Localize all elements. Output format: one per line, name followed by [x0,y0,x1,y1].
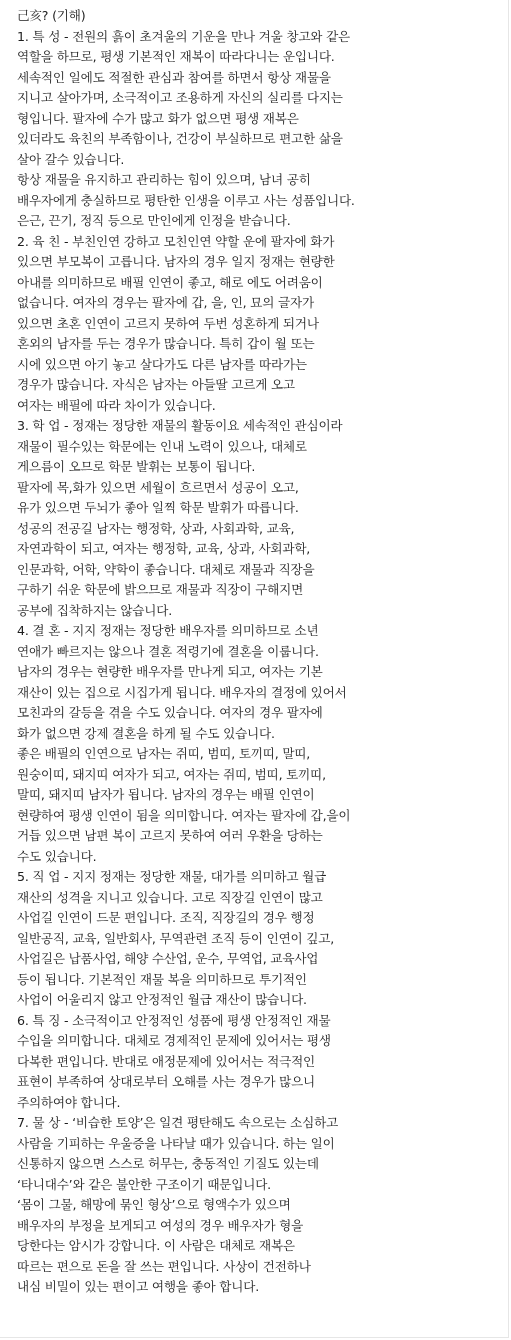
document-text-body [17,6,497,1298]
text-line: 남자의 경우는 현량한 배우자를 만나게 되고, 여자는 기본 [17,664,323,679]
text-line: 4. 결 혼 - 지지 정재는 정당한 배우자를 의미하므로 소년 [17,623,319,638]
text-line: 5. 직 업 - 지지 정재는 정당한 재물, 대가를 의미하고 월급 [17,869,327,884]
text-line: 있더라도 육친의 부족함이나, 건강이 부실하므로 편고한 삶을 [17,131,343,146]
text-line: 수도 있습니다. [17,848,97,864]
text-line: 성공의 전공길 남자는 행정학, 상과, 사회과학, 교육, [17,520,295,536]
text-line: 있으면 초혼 인연이 고르지 못하여 두번 성혼하게 되거나 [17,315,319,331]
text-line: 7. 물 상 - ‘비습한 토양’은 일견 평탄해도 속으로는 소심하고 [17,1115,339,1130]
text-line: 말띠, 돼지띠 남자가 됩니다. 남자의 경우는 배필 인연이 [17,787,315,802]
text-line: 1. 특 성 - 전원의 흙이 초겨울의 기운을 만나 겨울 창고와 같은 [17,28,351,44]
text-line: 2. 육 친 - 부친인연 강하고 모친인연 약할 운에 팔자에 화가 [17,233,335,249]
text-line: 인문과학, 어학, 약학이 좋습니다. 대체로 재물과 직장을 [17,561,315,577]
text-line: 있으면 부모복이 고릅니다. 남자의 경우 일지 정재는 현량한 [17,254,335,269]
text-line: 없습니다. 여자의 경우는 팔자에 갑, 을, 인, 묘의 글자가 [17,295,314,310]
text-line: 구하기 쉬운 학문에 밝으므로 재물과 직장이 구해지면 [17,582,304,597]
text-line: 여자는 배필에 따라 차이가 있습니다. [17,397,216,413]
text-line: 사람을 기피하는 우울증을 나타날 때가 있습니다. 하는 일이 [17,1135,335,1151]
text-line: 재산의 성격을 지니고 있습니다. 고로 직장길 인연이 많고 [17,889,323,905]
text-line: 배우자의 부정을 보게되고 여성의 경우 배우자가 형을 [17,1217,304,1233]
text-line: 내심 비밀이 있는 편이고 여행을 좋아 합니다. [17,1279,260,1294]
text-line: 사업길은 납품사업, 해양 수산업, 운수, 무역업, 교육사업 [17,951,319,966]
text-line: 배우자에게 충실하므로 평탄한 인생을 이루고 사는 성품입니다. [17,192,355,208]
text-line: ‘타니대수’와 같은 불안한 구조이기 때문입니다. [17,1176,271,1192]
text-line: 등이 됩니다. 기본적인 재물 복을 의미하므로 투기적인 [17,971,307,987]
text-line: 연애가 빠르지는 않으나 결혼 적령기에 결혼을 이룹니다. [17,643,319,659]
text-line: 재산이 있는 집으로 시집가게 됩니다. 배우자의 결정에 있어서 [17,684,347,700]
text-line: 다복한 편입니다. 반대로 애정문제에 있어서는 적극적인 [17,1053,316,1069]
text-line: 모친과의 갈등을 겪을 수도 있습니다. 여자의 경우 팔자에 [17,705,323,720]
text-line: 현량하여 평생 인연이 됨을 의미합니다. 여자는 팔자에 갑,을이 [17,807,351,823]
text-line: 형입니다. 팔자에 수가 많고 화가 없으면 평생 재복은 [17,110,299,126]
text-line: 유가 있으면 두뇌가 좋아 일찍 학문 발휘가 따릅니다. [17,500,299,515]
text-line: 시에 있으면 아기 놓고 살다가도 다른 남자를 따라가는 [17,356,307,372]
text-line: 은근, 끈기, 정직 등으로 만인에게 인정을 받습니다. [17,213,291,228]
text-line: 수입을 의미합니다. 대체로 경제적인 문제에 있어서는 평생 [17,1033,331,1048]
text-line: 항상 재물을 유지하고 관리하는 힘이 있으며, 남녀 공히 [17,172,311,187]
text-line: 자연과학이 되고, 여자는 행정학, 교육, 상과, 사회과학, [17,541,311,556]
text-line: 6. 특 징 - 소극적이고 안정적인 성품에 평생 안정적인 재물 [17,1012,331,1028]
text-line: 일반공직, 교육, 일반회사, 무역관련 조직 등이 인연이 깊고, [17,930,335,946]
text-line: 화가 없으면 강제 결혼을 하게 될 수도 있습니다. [17,725,275,741]
text-line: 거듭 있으면 남편 복이 고르지 못하여 여러 우환을 당하는 [17,828,323,843]
text-line: 표현이 부족하여 상대로부터 오해를 사는 경우가 많으니 [17,1074,316,1089]
text-line: 주의하여야 합니다. [17,1094,121,1110]
text-line: 팔자에 목,화가 있으면 세월이 흐르면서 성공이 오고, [17,479,299,495]
text-line: 세속적인 일에도 적절한 관심과 참여를 하면서 항상 재물을 [17,69,331,85]
text-line: 아내를 의미하므로 배필 인연이 좋고, 해로 에도 어려움이 [17,274,323,290]
text-line: 게으름이 오므로 학문 발휘는 보통이 됩니다. [17,459,256,474]
text-line: 원숭이띠, 돼지띠 여자가 되고, 여자는 쥐띠, 범띠, 토끼띠, [17,766,326,782]
text-line: 신통하지 않으면 스스로 허무는, 충동적인 기질도 있는데 [17,1156,319,1171]
text-line: 사업길 인연이 드문 편입니다. 조직, 직장길의 경우 행정 [17,910,315,925]
text-line: 역할을 하므로, 평생 기본적인 재복이 따라다니는 운입니다. [17,49,335,64]
text-line: 경우가 많습니다. 자식은 남자는 아들딸 고르게 오고 [17,377,295,392]
text-line: 혼외의 남자를 두는 경우가 많습니다. 특히 갑이 월 또는 [17,336,315,351]
text-line: 살아 갈수 있습니다. [17,151,125,167]
text-line: 지니고 살아가며, 소극적이고 조용하게 자신의 실리를 다지는 [17,90,343,105]
text-line: 사업이 어울리지 않고 안정적인 월급 재산이 많습니다. [17,992,307,1007]
document-title: 己亥? (기해) [17,8,86,23]
text-line: 좋은 배필의 인연으로 남자는 쥐띠, 범띠, 토끼띠, 말띠, [17,746,311,761]
text-line: ‘몸이 그물, 해망에 묶인 형상’으로 형액수가 있으며 [17,1197,291,1212]
text-line: 3. 학 업 - 정재는 정당한 재물의 활동이요 세속적인 관심이라 [17,418,343,433]
text-line: 재물이 필수있는 학문에는 인내 노력이 있으나, 대체로 [17,438,307,454]
text-line: 공부에 집착하지는 않습니다. [17,602,172,618]
text-line: 따르는 편으로 돈을 잘 쓰는 편입니다. 사상이 건전하나 [17,1258,311,1274]
text-line: 당한다는 암시가 강합니다. 이 사람은 대체로 재복은 [17,1238,295,1253]
